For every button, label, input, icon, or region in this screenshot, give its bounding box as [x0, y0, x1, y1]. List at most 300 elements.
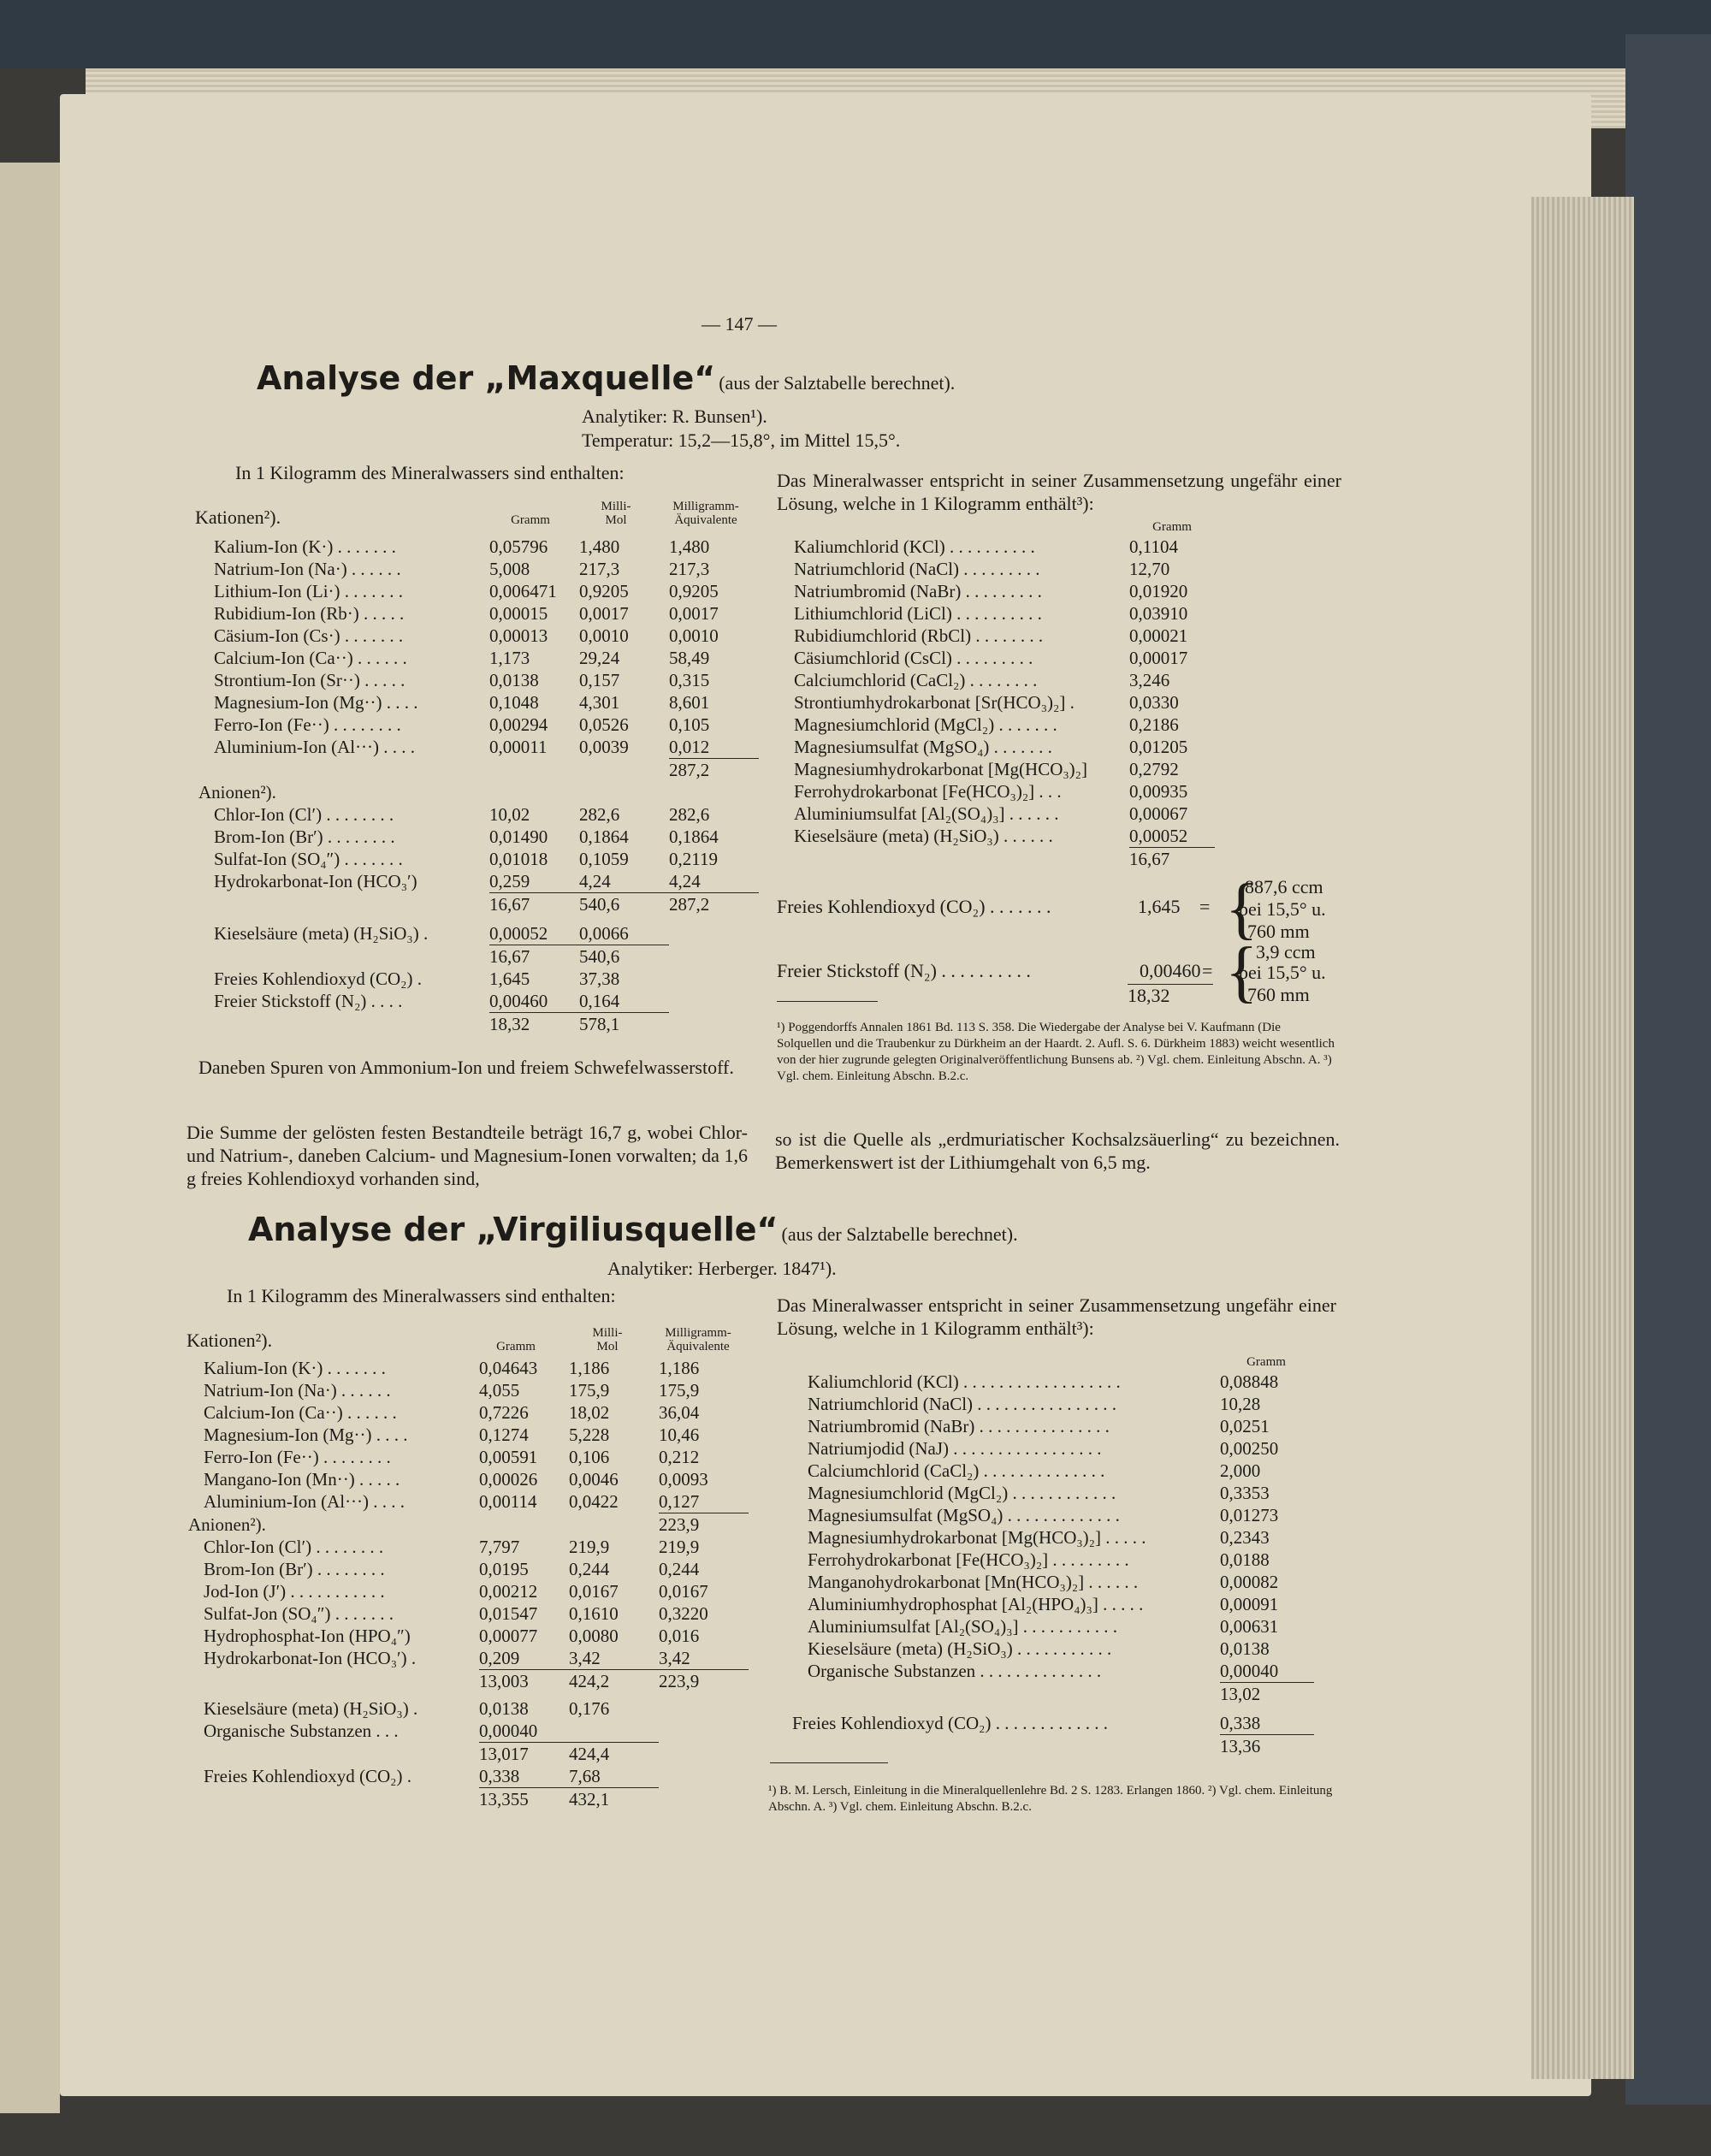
- virg-kation-value: 1,186: [569, 1358, 610, 1378]
- virg-anion-name: Chlor-Ion (Cl′) . . . . . . . .: [204, 1537, 384, 1557]
- max-salt-gramm: Gramm: [1152, 520, 1192, 534]
- virg-salt-co2: Freies Kohlendioxyd (CO₂) . . . . . . . . . . . . .: [792, 1713, 1108, 1733]
- virg-col-aeq-2: Äquivalente: [666, 1340, 730, 1353]
- max-kation-row: [198, 714, 759, 736]
- virg-anion-value: 0,244: [659, 1559, 700, 1579]
- max-analyst: Analytiker: R. Bunsen¹).: [582, 406, 767, 427]
- page-edges-right: [1531, 197, 1634, 2079]
- max-n2-vol-2: bei 15,5° u.: [1239, 962, 1326, 983]
- max-col-aeq-2: Äquivalente: [674, 513, 737, 527]
- max-kation-value: 5,008: [489, 559, 530, 579]
- max-salt-row: [779, 758, 1215, 780]
- max-kation-value: 0,0010: [579, 625, 629, 646]
- virg-kation-name: Aluminium-Ion (Al···) . . . .: [204, 1491, 406, 1512]
- max-kation-name: Magnesium-Ion (Mg··) . . . .: [214, 692, 418, 713]
- virg-anion-name: Hydrophosphat-Ion (HPO₄″): [204, 1626, 411, 1646]
- max-kation-value: 0,0138: [489, 670, 539, 690]
- max-kation-row: [198, 558, 759, 580]
- max-salt-value: 0,01205: [1129, 737, 1188, 757]
- max-kation-value: 0,0039: [579, 737, 629, 757]
- virg-kation-name: Calcium-Ion (Ca··) . . . . . .: [204, 1402, 397, 1423]
- virg-anion-value: 3,42: [569, 1648, 601, 1668]
- virg-kation-value: 0,0093: [659, 1469, 708, 1490]
- max-kation-name: Aluminium-Ion (Al···) . . . .: [214, 737, 416, 757]
- max-salt-name: Magnesiumchlorid (MgCl₂) . . . . . . .: [794, 714, 1057, 735]
- virg-salt-value: 0,00082: [1220, 1572, 1279, 1592]
- virg-kation-row: [188, 1401, 749, 1424]
- virg-col-aeq-1: Milligramm-: [665, 1326, 731, 1340]
- virg-kation-value: 18,02: [569, 1402, 610, 1423]
- max-salt-n2: Freier Stickstoff (N₂) . . . . . . . . . .: [777, 960, 1031, 981]
- max-salt-value: 0,00021: [1129, 625, 1188, 646]
- virg-kation-value: 0,04643: [479, 1358, 538, 1378]
- virg-kation-row: [188, 1357, 749, 1379]
- max-kation-row: [198, 669, 759, 691]
- max-ion-table: [198, 536, 759, 1035]
- virg-analyst: Analytiker: Herberger. 1847¹).: [607, 1258, 837, 1279]
- virg-salt-value: 0,00040: [1220, 1661, 1279, 1681]
- virg-anion-value: 0,00077: [479, 1626, 538, 1646]
- max-sum3-row: 18,32 578,1: [198, 1013, 759, 1036]
- max-salt-value: 0,00052: [1129, 826, 1188, 846]
- virg-salt-value: 0,00091: [1220, 1594, 1279, 1614]
- max-kation-value: 0,05796: [489, 536, 548, 557]
- max-col-aeq-1: Milligramm-: [672, 500, 739, 513]
- virg-kation-row: [188, 1468, 749, 1490]
- virg-salt-name: Manganohydrokarbonat [Mn(HCO₃)₂] . . . . . .: [808, 1572, 1139, 1592]
- max-title-note: (aus der Salztabelle berechnet).: [719, 372, 956, 394]
- max-kation-value: 1,480: [669, 536, 710, 557]
- max-sum1-row: 16,67 540,6 287,2: [198, 893, 759, 916]
- max-kation-row: [198, 691, 759, 714]
- virg-kation-name: Magnesium-Ion (Mg··) . . . .: [204, 1424, 408, 1445]
- page-number: — 147 —: [702, 313, 777, 335]
- virg-sum3-row: 13,355 432,1: [188, 1788, 749, 1811]
- virg-anion-row: [188, 1580, 749, 1602]
- virg-salt-value: 0,0251: [1220, 1416, 1270, 1436]
- brace-co2: {: [1225, 871, 1258, 946]
- virg-anion-value: 3,42: [659, 1648, 690, 1668]
- max-anion-value: 4,24: [669, 871, 701, 891]
- max-kation-row: [198, 580, 759, 602]
- virg-salt-name: Aluminiumhydrophosphat [Al₂(HPO₄)₃] . . . . .: [808, 1594, 1144, 1614]
- virg-kation-value: 4,055: [479, 1380, 520, 1401]
- max-kationen-label: Kationen²).: [195, 506, 281, 528]
- max-salt-row: [779, 714, 1215, 736]
- virg-salt-table: [792, 1371, 1314, 1757]
- max-anion-row: [198, 870, 759, 893]
- max-kationen-rows: [198, 536, 759, 759]
- left-page-edge: [0, 163, 60, 2113]
- virg-salt-name: Natriumjodid (NaJ) . . . . . . . . . . . . . . . . .: [808, 1438, 1102, 1459]
- max-anion-name: Sulfat-Ion (SO₄″) . . . . . . .: [214, 849, 403, 869]
- virg-salt-value: 0,08848: [1220, 1371, 1279, 1392]
- max-kation-name: Kalium-Ion (K·) . . . . . . .: [214, 536, 396, 557]
- virg-sum2-row: 13,017 424,4: [188, 1743, 749, 1766]
- max-salt-name: Calciumchlorid (CaCl₂) . . . . . . . .: [794, 670, 1038, 690]
- virg-anion-value: 0,0167: [569, 1581, 619, 1602]
- max-kation-value: 0,00011: [489, 737, 548, 757]
- max-kation-name: Ferro-Ion (Fe··) . . . . . . . .: [214, 714, 401, 735]
- max-anion-name: Chlor-Ion (Cl′) . . . . . . . .: [214, 804, 394, 825]
- max-salt-name: Aluminiumsulfat [Al₂(SO₄)₃] . . . . . .: [794, 803, 1059, 824]
- virg-salt-co2-val: 0,338: [1220, 1713, 1261, 1733]
- virg-salt-rows: [792, 1371, 1314, 1683]
- max-salt-value: 0,00935: [1129, 781, 1188, 802]
- max-salt-sum: 16,67: [1129, 848, 1215, 871]
- max-salt-name: Cäsiumchlorid (CsCl) . . . . . . . . .: [794, 648, 1033, 668]
- virg-kation-value: 175,9: [569, 1380, 610, 1401]
- virg-salt-intro: Das Mineralwasser entspricht in seiner Zusammensetzung ungefähr einer Lösung, welche in 1 Kilogramm enthält³):: [777, 1294, 1336, 1339]
- virg-salt-grid: [792, 1371, 1314, 1757]
- virg-kation-value: 0,127: [659, 1491, 700, 1512]
- max-kation-name: Strontium-Ion (Sr··) . . . . .: [214, 670, 406, 690]
- virg-intro: In 1 Kilogramm des Mineralwassers sind enthalten:: [227, 1285, 616, 1306]
- max-conclusion: so ist die Quelle als „erdmuriatischer Kochsalzsäuerling“ zu bezeichnen. Bemerkenswert ist der Lithiumgehalt von 6,5 mg.: [775, 1128, 1340, 1173]
- virg-anionen-label: Anionen²).: [188, 1513, 266, 1535]
- max-kation-value: 0,9205: [669, 581, 719, 601]
- max-salt-value: 0,00067: [1129, 803, 1188, 824]
- max-salt-co2: Freies Kohlendioxyd (CO₂) . . . . . . .: [777, 896, 1051, 917]
- brace-n2: {: [1225, 934, 1258, 1010]
- max-salt-value: 3,246: [1129, 670, 1170, 690]
- max-anion-value: 4,24: [579, 871, 611, 891]
- virg-anion-row: [188, 1558, 749, 1580]
- virg-salt-gramm: Gramm: [1246, 1355, 1286, 1369]
- virg-salt-name: Kaliumchlorid (KCl) . . . . . . . . . . . . . . . . . .: [808, 1371, 1121, 1392]
- max-temperature: Temperatur: 15,2—15,8°, im Mittel 15,5°.: [582, 429, 901, 451]
- virg-salt-name: Natriumbromid (NaBr) . . . . . . . . . . . . . . .: [808, 1416, 1110, 1436]
- virg-kation-value: 0,00114: [479, 1491, 537, 1512]
- equals-sign-2: =: [1202, 960, 1213, 981]
- virg-salt-row: [792, 1660, 1314, 1683]
- virg-salt-name: Kieselsäure (meta) (H₂SiO₃) . . . . . . . . . . .: [808, 1638, 1112, 1659]
- max-kation-value: 1,173: [489, 648, 530, 668]
- max-salt-value: 12,70: [1129, 559, 1170, 579]
- max-anion-value: 282,6: [669, 804, 710, 825]
- virg-title: Analyse der „Virgiliusquelle“: [248, 1211, 779, 1248]
- virg-anion-row: [188, 1536, 749, 1558]
- virg-anion-row: [188, 1647, 749, 1670]
- virg-kation-row: [188, 1446, 749, 1468]
- virg-ion-table: [188, 1357, 749, 1810]
- virg-anion-value: 0,00212: [479, 1581, 538, 1602]
- virg-organ-row: Organische Substanzen . . . 0,00040: [204, 1721, 538, 1741]
- max-kation-value: 217,3: [579, 559, 620, 579]
- virg-sum1-row: 13,003 424,2 223,9: [188, 1670, 749, 1693]
- max-salt-row: [779, 691, 1215, 714]
- max-salt-row: [779, 803, 1215, 825]
- max-salt-name: Natriumbromid (NaBr) . . . . . . . . .: [794, 581, 1042, 601]
- virg-kation-value: 0,00026: [479, 1469, 538, 1490]
- max-kation-value: 0,00015: [489, 603, 548, 624]
- virg-salt-name: Magnesiumsulfat (MgSO₄) . . . . . . . . . . . . .: [808, 1505, 1120, 1525]
- max-salt-name: Strontiumhydrokarbonat [Sr(HCO₃)₂] .: [794, 692, 1075, 713]
- virg-salt-value: 0,0188: [1220, 1549, 1270, 1570]
- max-salt-name: Natriumchlorid (NaCl) . . . . . . . . .: [794, 559, 1040, 579]
- max-salt-name: Rubidiumchlorid (RbCl) . . . . . . . .: [794, 625, 1044, 646]
- virg-salt-total: 13,36: [1220, 1735, 1314, 1758]
- virg-kation-value: 36,04: [659, 1402, 700, 1423]
- max-anion-name: Hydrokarbonat-Ion (HCO₃′): [214, 871, 417, 891]
- max-anion-row: [198, 803, 759, 826]
- max-salt-row: [779, 536, 1215, 558]
- max-salt-name: Magnesiumsulfat (MgSO₄) . . . . . . .: [794, 737, 1052, 757]
- virg-anion-value: 0,1610: [569, 1603, 619, 1624]
- virg-anion-value: 219,9: [659, 1537, 700, 1557]
- virg-salt-value: 0,01273: [1220, 1505, 1279, 1525]
- virg-salt-value: 0,2343: [1220, 1527, 1270, 1548]
- max-salt-rows: [779, 536, 1215, 848]
- virg-kation-value: 0,212: [659, 1447, 700, 1467]
- virg-salt-name: Natriumchlorid (NaCl) . . . . . . . . . . . . . . . .: [808, 1394, 1117, 1414]
- max-sum2-row: 16,67 540,6: [198, 945, 759, 968]
- max-salt-row: [779, 625, 1215, 647]
- virg-anion-value: 0,3220: [659, 1603, 708, 1624]
- virg-col-mol-1: Milli-: [592, 1326, 623, 1340]
- virg-kation-value: 10,46: [659, 1424, 700, 1445]
- footnote-rule: [777, 1001, 878, 1002]
- max-salt-row: [779, 669, 1215, 691]
- virg-anion-value: 0,244: [569, 1559, 610, 1579]
- max-kation-row: [198, 647, 759, 669]
- footnote-rule-2: [770, 1762, 888, 1763]
- virg-salt-row: [792, 1415, 1314, 1437]
- virg-anion-value: 219,9: [569, 1537, 610, 1557]
- virg-salt-value: 0,00631: [1220, 1616, 1279, 1637]
- max-kation-name: Lithium-Ion (Li·) . . . . . . .: [214, 581, 404, 601]
- max-salt-value: 0,0330: [1129, 692, 1179, 713]
- virg-kation-row: [188, 1490, 749, 1513]
- max-kation-value: 0,00294: [489, 714, 548, 735]
- max-co2-vol-2: bei 15,5° u.: [1239, 898, 1326, 920]
- max-salt-row: [779, 558, 1215, 580]
- virg-anion-row: [188, 1602, 749, 1625]
- virg-anion-value: 0,209: [479, 1648, 520, 1668]
- max-col-mol-2: Mol: [605, 513, 627, 527]
- max-kation-value: 0,006471: [489, 581, 557, 601]
- max-salt-name: Lithiumchlorid (LiCl) . . . . . . . . . .: [794, 603, 1042, 624]
- max-n2-vol-1: 3,9 ccm: [1256, 941, 1316, 962]
- max-summary: Die Summe der gelösten festen Bestandteile beträgt 16,7 g, wobei Chlor- und Natrium-, daneben Calcium- und Magnesium-Ionen vorwalten; da 1,6 g freies Kohlendioxyd vorhanden sind,: [186, 1122, 748, 1189]
- virg-salt-row: [792, 1615, 1314, 1638]
- virg-salt-value: 2,000: [1220, 1460, 1261, 1481]
- virg-anion-value: 0,0080: [569, 1626, 619, 1646]
- max-ion-grid: [198, 536, 759, 1035]
- virg-salt-row: [792, 1571, 1314, 1593]
- virg-salt-name: Aluminiumsulfat [Al₂(SO₄)₃] . . . . . . . . . . .: [808, 1616, 1118, 1637]
- max-kation-name: Calcium-Ion (Ca··) . . . . . .: [214, 648, 407, 668]
- max-kation-row: [198, 602, 759, 625]
- max-salt-co2-val: 1,645: [1138, 896, 1181, 917]
- virg-kation-value: 1,186: [659, 1358, 700, 1378]
- max-kation-value: 0,315: [669, 670, 710, 690]
- max-anion-value: 0,1059: [579, 849, 629, 869]
- max-kation-row: [198, 736, 759, 759]
- virg-salt-value: 10,28: [1220, 1394, 1261, 1414]
- max-salt-value: 0,01920: [1129, 581, 1188, 601]
- max-traces: Daneben Spuren von Ammonium-Ion und freiem Schwefelwasserstoff.: [198, 1057, 734, 1078]
- max-anion-row: [198, 826, 759, 848]
- virg-anion-name: Brom-Ion (Br′) . . . . . . . .: [204, 1559, 385, 1579]
- max-salt-value: 0,00017: [1129, 648, 1188, 668]
- virg-col-mol-2: Mol: [596, 1340, 619, 1353]
- virg-salt-sum: 13,02: [1220, 1683, 1314, 1706]
- virg-salt-row: [792, 1504, 1314, 1526]
- virg-anion-value: 0,01547: [479, 1603, 538, 1624]
- virg-col-gramm: Gramm: [496, 1340, 536, 1353]
- max-salt-n2-val: 0,00460: [1140, 960, 1201, 981]
- virg-kation-name: Kalium-Ion (K·) . . . . . . .: [204, 1358, 386, 1378]
- virg-salt-row: [792, 1460, 1314, 1482]
- virg-kation-value: 175,9: [659, 1380, 700, 1401]
- virg-anion-value: 0,016: [659, 1626, 700, 1646]
- virg-kation-value: 0,1274: [479, 1424, 529, 1445]
- max-anion-value: 0,1864: [579, 826, 629, 847]
- max-kation-value: 29,24: [579, 648, 620, 668]
- max-anionen-rows: [198, 803, 759, 893]
- max-intro: In 1 Kilogramm des Mineralwassers sind enthalten:: [235, 462, 625, 483]
- virg-kation-value: 5,228: [569, 1424, 610, 1445]
- max-kation-value: 4,301: [579, 692, 620, 713]
- max-kation-value: 0,00013: [489, 625, 548, 646]
- max-heading: [257, 359, 955, 397]
- virg-salt-row: [792, 1526, 1314, 1549]
- virg-salt-row: [792, 1549, 1314, 1571]
- book-cover-right: [1625, 34, 1711, 2105]
- virg-salt-row: [792, 1393, 1314, 1415]
- virg-salt-row: [792, 1482, 1314, 1504]
- max-salt-value: 0,2792: [1129, 759, 1179, 779]
- max-kation-value: 0,9205: [579, 581, 629, 601]
- max-anion-value: 282,6: [579, 804, 620, 825]
- max-salt-row: [779, 580, 1215, 602]
- virg-salt-value: 0,3353: [1220, 1483, 1270, 1503]
- max-co2-vol-3: 760 mm: [1247, 921, 1310, 942]
- max-anion-name: Brom-Ion (Br′) . . . . . . . .: [214, 826, 395, 847]
- max-salt-grid: [779, 536, 1215, 870]
- max-anion-value: 0,259: [489, 871, 530, 891]
- virg-anion-value: 7,797: [479, 1537, 520, 1557]
- max-col-mol-1: Milli-: [601, 500, 631, 513]
- max-anion-value: 0,2119: [669, 849, 718, 869]
- max-salt-row: [779, 825, 1215, 848]
- virg-salt-row: [792, 1437, 1314, 1460]
- max-anion-value: 10,02: [489, 804, 530, 825]
- max-kationen-sum: 287,2: [669, 759, 759, 782]
- max-kation-value: 217,3: [669, 559, 710, 579]
- max-salt-row: [779, 780, 1215, 803]
- virg-salt-name: Calciumchlorid (CaCl₂) . . . . . . . . . . . . . .: [808, 1460, 1105, 1481]
- max-salt-row: [779, 647, 1215, 669]
- max-kation-name: Rubidium-Ion (Rb·) . . . . .: [214, 603, 405, 624]
- max-kation-row: [198, 625, 759, 647]
- max-salt-value: 0,1104: [1129, 536, 1178, 557]
- virg-anion-row: [188, 1625, 749, 1647]
- virg-salt-value: 0,0138: [1220, 1638, 1270, 1659]
- virg-title-note: (aus der Salztabelle berechnet).: [781, 1223, 1018, 1245]
- virg-kation-row: [188, 1424, 749, 1446]
- virg-co2-row: Freies Kohlendioxyd (CO₂) . 0,338 7,68: [204, 1766, 601, 1786]
- max-salt-intro: Das Mineralwasser entspricht in seiner Zusammensetzung ungefähr einer Lösung, welche in 1 Kilogramm enthält³):: [777, 470, 1341, 514]
- max-co2-row: Freies Kohlendioxyd (CO₂) . 1,645 37,38: [214, 968, 620, 989]
- max-kation-value: 0,105: [669, 714, 710, 735]
- max-kation-value: 58,49: [669, 648, 710, 668]
- virg-salt-name: Organische Substanzen . . . . . . . . . . . . . .: [808, 1661, 1102, 1681]
- virg-kation-value: 0,0046: [569, 1469, 619, 1490]
- virg-anion-value: 0,0167: [659, 1581, 708, 1602]
- virg-anion-name: Sulfat-Jon (SO₄″) . . . . . . .: [204, 1603, 394, 1624]
- max-salt-name: Kaliumchlorid (KCl) . . . . . . . . . .: [794, 536, 1035, 557]
- virg-kation-name: Mangano-Ion (Mn··) . . . . .: [204, 1469, 400, 1490]
- max-n2-vol-3: 760 mm: [1247, 984, 1310, 1005]
- max-n2-row: Freier Stickstoff (N₂) . . . . 0,00460 0,164: [214, 991, 620, 1011]
- virg-salt-row: [792, 1638, 1314, 1660]
- max-anion-value: 0,01490: [489, 826, 548, 847]
- virg-kiesel-row: Kieselsäure (meta) (H₂SiO₃) . 0,0138 0,176: [204, 1698, 610, 1719]
- virg-salt-name: Magnesiumchlorid (MgCl₂) . . . . . . . . . . . .: [808, 1483, 1116, 1503]
- max-footnotes: ¹) Poggendorffs Annalen 1861 Bd. 113 S. 358. Die Wiedergabe der Analyse bei V. Kaufmann (Die Solquellen und die Traubenkur zu Dürkheim an der Haardt. 2. Aufl. S. 6. Dürkheim 1883) weicht wesentlich von der hier zugrunde gelegten Originalveröffentlichung Bunsens ab. ²) Vgl. chem. Einleitung Abschn. A. ³) Vgl. chem. Einleitung Abschn. B.2.c.: [777, 1021, 1335, 1083]
- max-kation-value: 0,1048: [489, 692, 539, 713]
- max-salt-name: Magnesiumhydrokarbonat [Mg(HCO₃)₂]: [794, 759, 1087, 779]
- virg-salt-name: Ferrohydrokarbonat [Fe(HCO₃)₂] . . . . . . . . .: [808, 1549, 1129, 1570]
- virg-kation-value: 0,7226: [479, 1402, 529, 1423]
- max-salt-name: Ferrohydrokarbonat [Fe(HCO₃)₂] . . .: [794, 781, 1062, 802]
- max-kation-value: 0,157: [579, 670, 620, 690]
- virg-anion-name: Jod-Ion (J′) . . . . . . . . . . .: [204, 1581, 385, 1602]
- max-co2-vol-1: 887,6 ccm: [1245, 876, 1323, 897]
- max-anion-value: 0,1864: [669, 826, 719, 847]
- virg-kationen-rows: [188, 1357, 749, 1513]
- virg-heading: [248, 1211, 1018, 1248]
- max-salt-value: 0,2186: [1129, 714, 1179, 735]
- virg-anion-value: 0,0195: [479, 1559, 529, 1579]
- virg-salt-row: [792, 1371, 1314, 1393]
- max-kation-row: [198, 536, 759, 558]
- virg-footnotes: ¹) B. M. Lersch, Einleitung in die Mineralquellenlehre Bd. 2 S. 1283. Erlangen 1860. ²) Vgl. chem. Einleitung Abschn. A. ³) Vgl. chem. Einleitung Abschn. B.2.c.: [768, 1784, 1333, 1814]
- max-salt-value: 0,03910: [1129, 603, 1188, 624]
- virg-salt-name: Magnesiumhydrokarbonat [Mg(HCO₃)₂] . . . . .: [808, 1527, 1146, 1548]
- max-anion-row: [198, 848, 759, 870]
- max-kation-value: 8,601: [669, 692, 710, 713]
- max-salt-row: [779, 736, 1215, 758]
- max-kation-value: 0,0010: [669, 625, 719, 646]
- virg-anionen-rows: [188, 1536, 749, 1670]
- virg-kation-value: 0,106: [569, 1447, 610, 1467]
- max-kation-name: Cäsium-Ion (Cs·) . . . . . . .: [214, 625, 404, 646]
- virg-kationen-sum: 223,9: [659, 1513, 749, 1537]
- max-kation-value: 0,0526: [579, 714, 629, 735]
- max-kation-value: 0,0017: [579, 603, 629, 624]
- max-title: Analyse der „Maxquelle“: [257, 359, 716, 397]
- max-salt-total: 18,32: [1128, 984, 1213, 1007]
- virg-anion-name: Hydrokarbonat-Ion (HCO₃′) .: [204, 1648, 417, 1668]
- book-cover-top: [0, 0, 1711, 68]
- virg-ion-grid: [188, 1357, 749, 1810]
- equals-sign: =: [1199, 896, 1211, 917]
- virg-kation-name: Natrium-Ion (Na·) . . . . . .: [204, 1380, 391, 1401]
- max-kation-value: 0,0017: [669, 603, 719, 624]
- max-kation-name: Natrium-Ion (Na·) . . . . . .: [214, 559, 401, 579]
- virg-kation-value: 0,0422: [569, 1491, 619, 1512]
- max-salt-row: [779, 602, 1215, 625]
- max-anionen-label: Anionen²).: [198, 782, 276, 803]
- max-salt-name: Kieselsäure (meta) (H₂SiO₃) . . . . . .: [794, 826, 1053, 846]
- virg-kation-value: 0,00591: [479, 1447, 538, 1467]
- max-kation-value: 0,012: [669, 737, 710, 757]
- max-anion-value: 0,01018: [489, 849, 548, 869]
- virg-salt-value: 0,00250: [1220, 1438, 1279, 1459]
